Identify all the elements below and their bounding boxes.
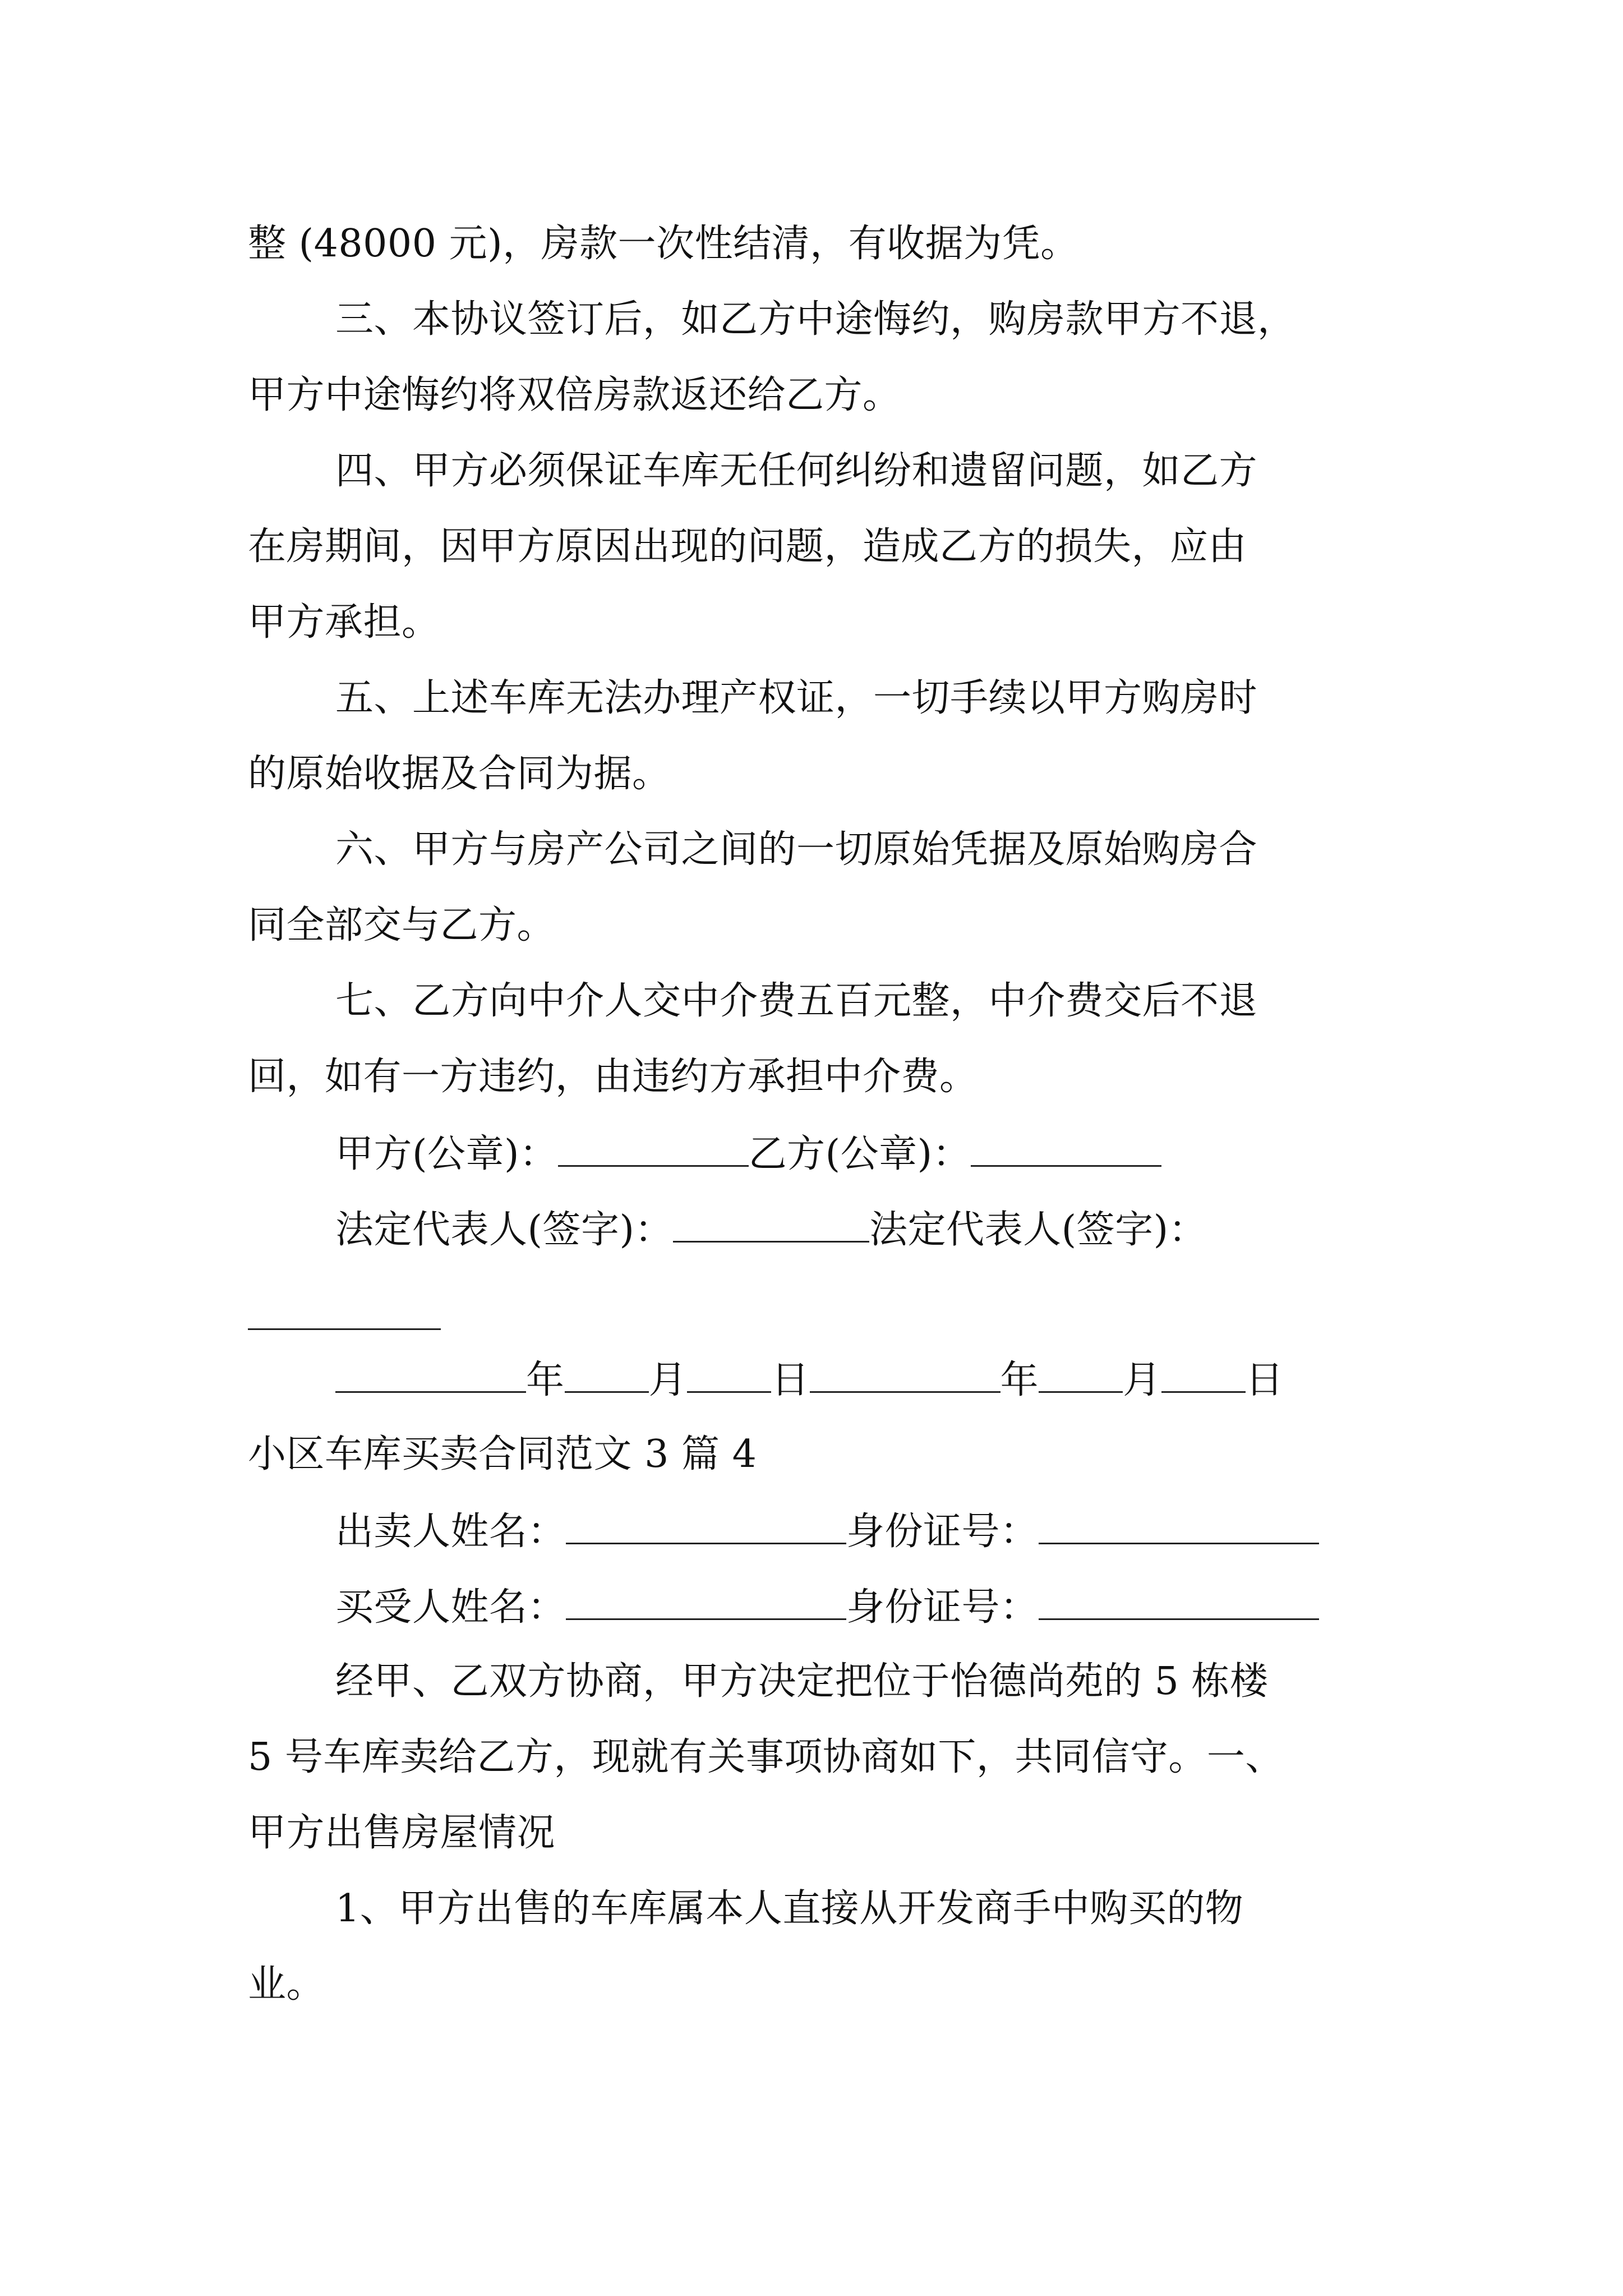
paragraph-line: 同全部交与乙方。: [248, 903, 556, 947]
paragraph-line: 甲方中途悔约将双倍房款返还给乙方。: [248, 373, 901, 417]
paragraph-line: 业。: [248, 1962, 325, 2007]
legal-rep-a-label: 法定代表人(签字)：: [335, 1208, 674, 1252]
day-b-blank[interactable]: [1161, 1356, 1246, 1393]
seller-id-label: 身份证号：: [846, 1510, 1039, 1554]
paragraph-line: 经甲、乙双方协商，甲方决定把位于怡德尚苑的 5 栋楼: [335, 1659, 1269, 1704]
paragraph-line: 三、本协议签订后，如乙方中途悔约，购房款甲方不退，: [335, 297, 1296, 342]
legal-rep-a-blank[interactable]: [673, 1206, 869, 1243]
seller-line: [335, 1508, 1319, 1553]
seller-name-blank[interactable]: [566, 1508, 846, 1544]
party-a-seal-label: 甲方(公章)：: [335, 1132, 558, 1176]
legal-rep-line: [335, 1206, 1207, 1251]
buyer-line: [335, 1584, 1319, 1628]
buyer-name-label: 买受人姓名：: [335, 1585, 566, 1630]
paragraph-line: 甲方承担。: [248, 600, 440, 645]
day-label: 日: [771, 1358, 810, 1402]
paragraph-line: 六、甲方与房产公司之间的一切原始凭据及原始购房合: [335, 827, 1258, 872]
paragraph-line: 在房期间，因甲方原因出现的问题，造成乙方的损失，应由: [248, 524, 1247, 569]
month-b-blank[interactable]: [1039, 1356, 1123, 1393]
month-label: 月: [1123, 1358, 1161, 1402]
date-line: [335, 1356, 1284, 1401]
year-a-blank[interactable]: [335, 1356, 526, 1393]
day-label: 日: [1245, 1358, 1284, 1402]
month-label: 月: [648, 1358, 688, 1402]
paragraph-line: 的原始收据及合同为据。: [248, 752, 671, 796]
seal-line: [335, 1130, 1161, 1175]
year-label: 年: [1000, 1358, 1039, 1402]
section-title: 小区车库买卖合同范文 3 篇 4: [248, 1432, 757, 1476]
year-b-blank[interactable]: [810, 1356, 1000, 1393]
paragraph-line: 五、上述车库无法办理产权证，一切手续以甲方购房时: [335, 676, 1258, 720]
paragraph-line: 整 (48000 元)，房款一次性结清，有收据为凭。: [248, 222, 1079, 266]
seller-id-blank[interactable]: [1039, 1508, 1319, 1544]
paragraph-line: 甲方出售房屋情况: [248, 1811, 556, 1855]
seller-name-label: 出卖人姓名：: [335, 1510, 566, 1554]
party-b-seal-label: 乙方(公章)：: [748, 1132, 971, 1176]
legal-rep-b-blank[interactable]: [248, 1328, 441, 1330]
buyer-id-label: 身份证号：: [846, 1585, 1039, 1630]
paragraph-line: 回，如有一方违约，由违约方承担中介费。: [248, 1055, 978, 1099]
year-label: 年: [526, 1358, 565, 1402]
day-a-blank[interactable]: [687, 1356, 771, 1393]
paragraph-line: 5 号车库卖给乙方，现就有关事项协商如下，共同信守。一、: [248, 1735, 1284, 1779]
paragraph-line: 四、甲方必须保证车库无任何纠纷和遗留问题，如乙方: [335, 449, 1258, 493]
buyer-name-blank[interactable]: [566, 1584, 846, 1620]
month-a-blank[interactable]: [565, 1356, 649, 1393]
paragraph-line: 1、甲方出售的车库属本人直接从开发商手中购买的物: [335, 1887, 1244, 1931]
paragraph-line: 七、乙方向中介人交中介费五百元整，中介费交后不退: [335, 979, 1258, 1023]
party-b-seal-blank[interactable]: [971, 1130, 1161, 1167]
party-a-seal-blank[interactable]: [558, 1130, 749, 1167]
buyer-id-blank[interactable]: [1039, 1584, 1319, 1620]
legal-rep-b-label: 法定代表人(签字)：: [869, 1208, 1207, 1252]
